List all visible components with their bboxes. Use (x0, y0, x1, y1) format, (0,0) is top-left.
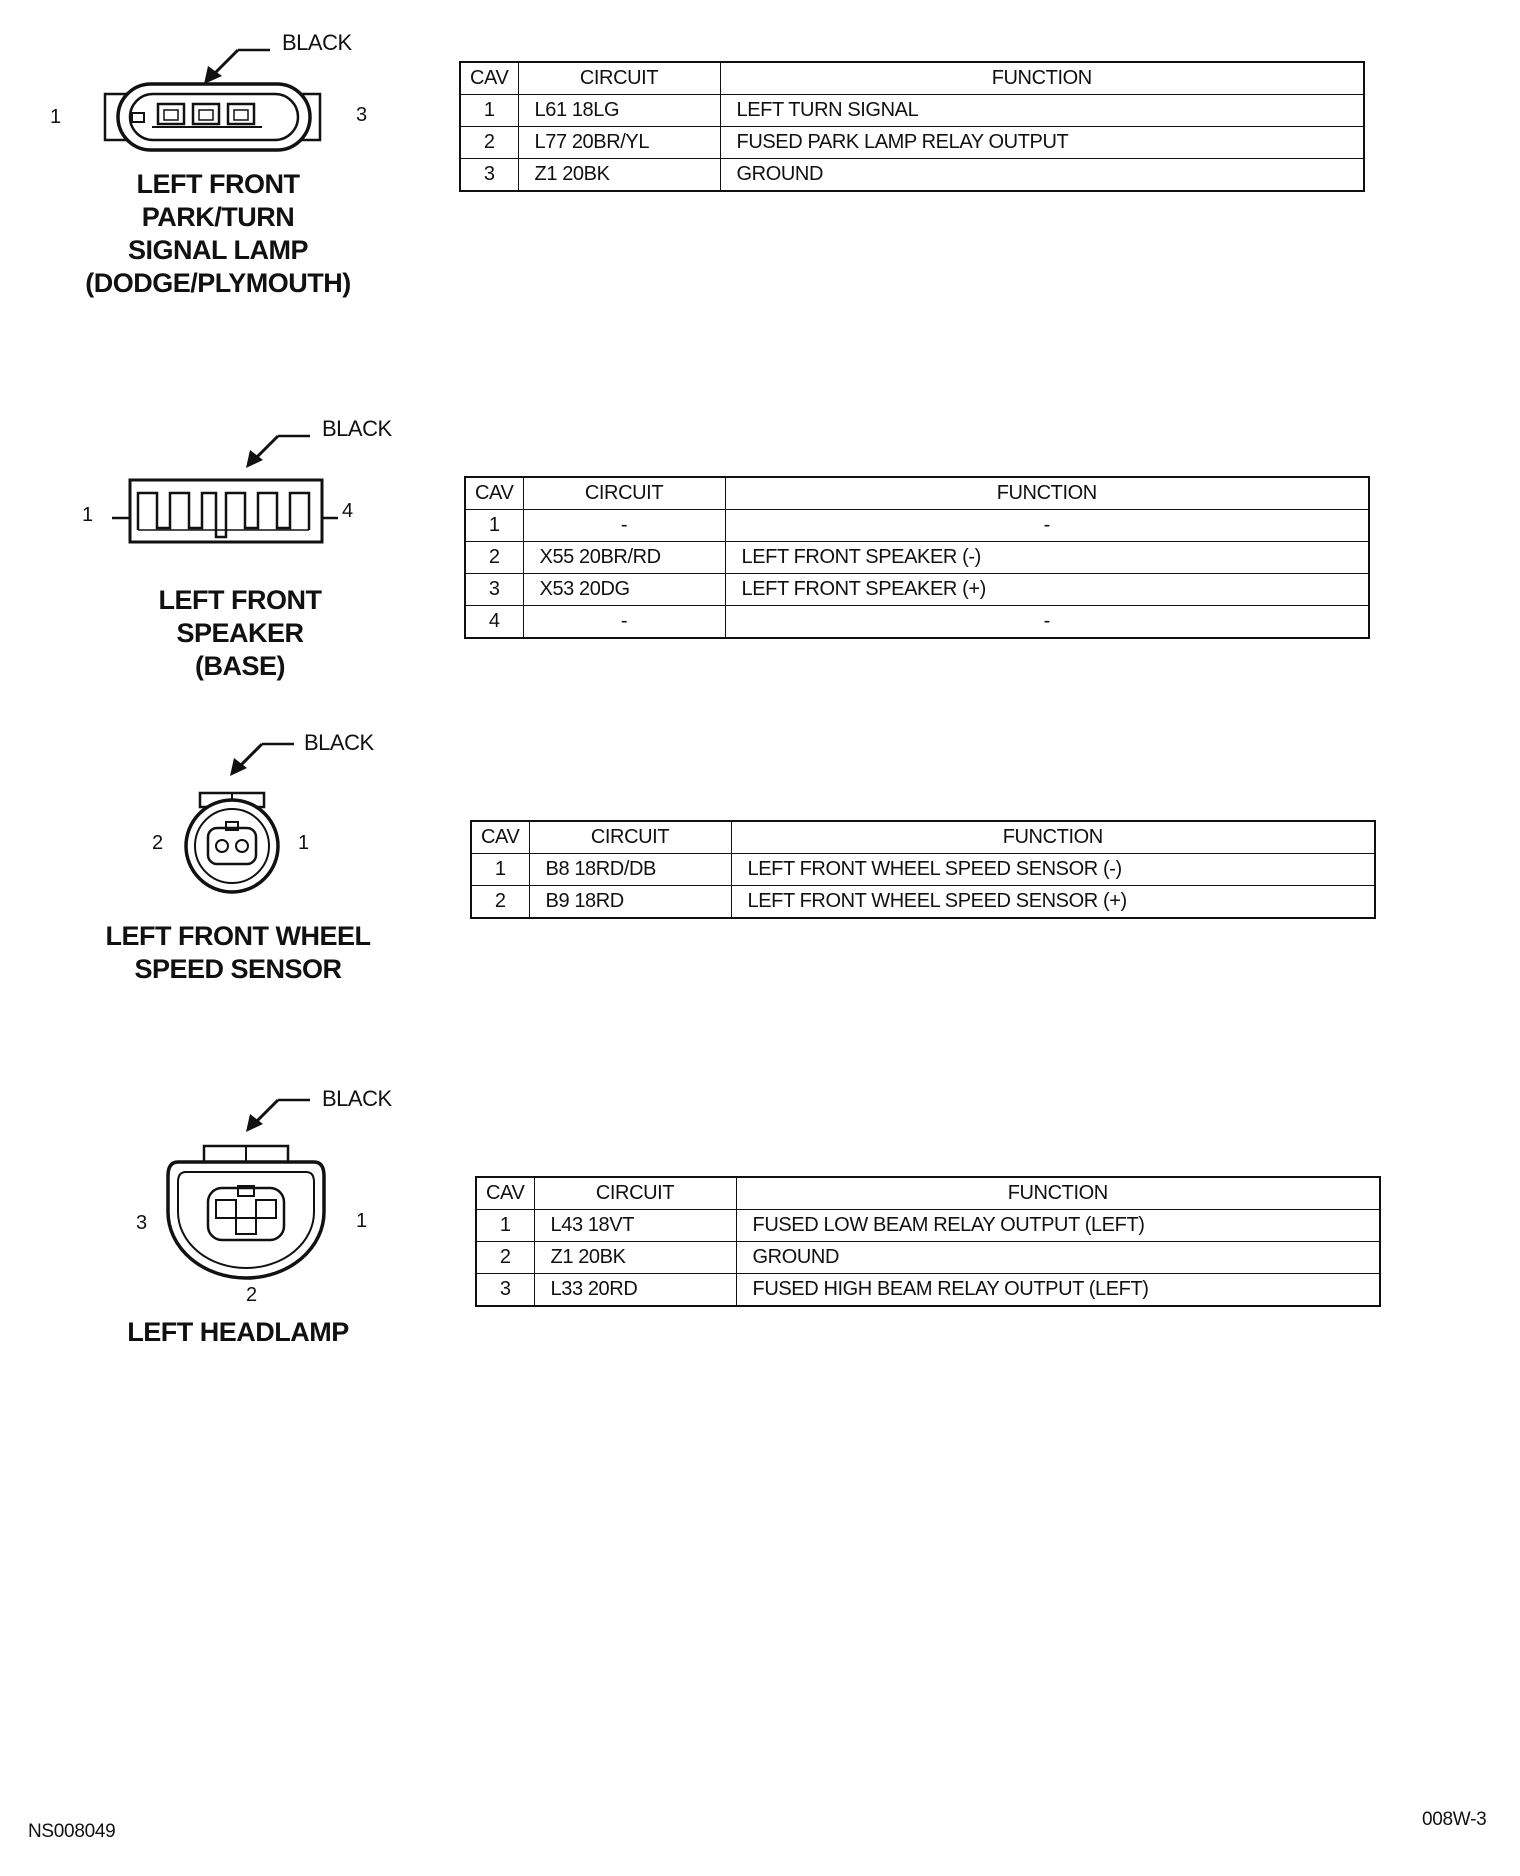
circuit-cell: Z1 20BK (518, 159, 720, 192)
connector-section-headlamp (0, 1080, 1520, 1380)
table-row (476, 1210, 1380, 1242)
table-header-row (476, 1177, 1380, 1210)
circuit-cell: B8 18RD/DB (529, 854, 731, 886)
title-line: SIGNAL LAMP (127, 235, 308, 265)
header-circuit: CIRCUIT (518, 62, 720, 95)
connector-color-label: BLACK (282, 30, 352, 55)
circuit-cell: Z1 20BK (534, 1242, 736, 1274)
pin-number-left: 1 (82, 504, 94, 526)
connector-drawing (0, 1080, 420, 1300)
title-line: LEFT FRONT (158, 585, 322, 615)
table-row (465, 606, 1369, 639)
table-row (460, 95, 1364, 127)
header-function: FUNCTION (725, 477, 1369, 510)
document-code-right: 008W-3 (1422, 1809, 1487, 1830)
function-cell: LEFT FRONT SPEAKER (+) (725, 574, 1369, 606)
header-cav: CAV (471, 821, 529, 854)
table-header-row (460, 62, 1364, 95)
table-row (465, 574, 1369, 606)
cavity-table (470, 820, 1376, 919)
cav-cell: 3 (476, 1274, 534, 1307)
cav-cell: 4 (465, 606, 523, 639)
title-line: (BASE) (195, 651, 285, 681)
title-line: LEFT HEADLAMP (127, 1317, 349, 1347)
cav-cell: 2 (460, 127, 518, 159)
table-row (465, 510, 1369, 542)
connector-title (80, 168, 356, 300)
connector-color-label: BLACK (322, 416, 392, 441)
table-row (476, 1242, 1380, 1274)
circuit-cell: - (523, 510, 725, 542)
function-cell: LEFT FRONT WHEEL SPEED SENSOR (-) (731, 854, 1375, 886)
header-function: FUNCTION (731, 821, 1375, 854)
table-row (471, 854, 1375, 886)
circuit-cell: X53 20DG (523, 574, 725, 606)
circuit-cell: X55 20BR/RD (523, 542, 725, 574)
title-line: LEFT FRONT WHEEL (105, 921, 371, 951)
document-code-left: NS008049 (28, 1821, 116, 1842)
cav-cell: 2 (471, 886, 529, 919)
connector-color-label: BLACK (322, 1086, 392, 1111)
circuit-cell: L43 18VT (534, 1210, 736, 1242)
table-row (460, 159, 1364, 192)
cav-cell: 1 (476, 1210, 534, 1242)
pin-number-left: 1 (50, 106, 62, 128)
header-cav: CAV (460, 62, 518, 95)
title-line: SPEAKER (176, 618, 304, 648)
function-cell: - (725, 606, 1369, 639)
pin-number-right: 3 (356, 104, 368, 126)
circuit-cell: L33 20RD (534, 1274, 736, 1307)
title-line: PARK/TURN (141, 202, 295, 232)
cav-cell: 3 (460, 159, 518, 192)
function-cell: GROUND (736, 1242, 1380, 1274)
cavity-table (464, 476, 1370, 639)
circuit-cell: L61 18LG (518, 95, 720, 127)
pin-number-right: 1 (356, 1210, 368, 1232)
circuit-cell: B9 18RD (529, 886, 731, 919)
header-circuit: CIRCUIT (523, 477, 725, 510)
function-cell: LEFT TURN SIGNAL (720, 95, 1364, 127)
cav-cell: 3 (465, 574, 523, 606)
function-cell: - (725, 510, 1369, 542)
table-header-row (465, 477, 1369, 510)
header-circuit: CIRCUIT (529, 821, 731, 854)
cav-cell: 1 (465, 510, 523, 542)
title-line: (DODGE/PLYMOUTH) (85, 268, 351, 298)
function-cell: LEFT FRONT WHEEL SPEED SENSOR (+) (731, 886, 1375, 919)
header-cav: CAV (476, 1177, 534, 1210)
pin-number-bottom: 2 (246, 1284, 258, 1306)
cavity-table (475, 1176, 1381, 1307)
circuit-cell: - (523, 606, 725, 639)
table-header-row (471, 821, 1375, 854)
cav-cell: 1 (460, 95, 518, 127)
table-row (465, 542, 1369, 574)
pin-number-left: 2 (152, 832, 164, 854)
header-cav: CAV (465, 477, 523, 510)
pin-number-right: 4 (342, 500, 354, 522)
cav-cell: 2 (476, 1242, 534, 1274)
table-row (460, 127, 1364, 159)
connector-section-wheel-speed-sensor (0, 720, 1520, 1000)
cavity-table (459, 61, 1365, 192)
function-cell: FUSED LOW BEAM RELAY OUTPUT (LEFT) (736, 1210, 1380, 1242)
cav-cell: 1 (471, 854, 529, 886)
cav-cell: 2 (465, 542, 523, 574)
connector-color-label: BLACK (304, 730, 374, 755)
connector-title (120, 584, 360, 683)
title-line: SPEED SENSOR (134, 954, 342, 984)
connector-section-park-turn (0, 0, 1520, 320)
pin-number-right: 1 (298, 832, 310, 854)
title-line: LEFT FRONT (136, 169, 300, 199)
table-row (476, 1274, 1380, 1307)
function-cell: GROUND (720, 159, 1364, 192)
function-cell: FUSED HIGH BEAM RELAY OUTPUT (LEFT) (736, 1274, 1380, 1307)
function-cell: FUSED PARK LAMP RELAY OUTPUT (720, 127, 1364, 159)
connector-section-speaker (0, 400, 1520, 700)
header-circuit: CIRCUIT (534, 1177, 736, 1210)
connector-title (100, 1316, 376, 1349)
header-function: FUNCTION (720, 62, 1364, 95)
header-function: FUNCTION (736, 1177, 1380, 1210)
connector-title (100, 920, 376, 986)
table-row (471, 886, 1375, 919)
circuit-cell: L77 20BR/YL (518, 127, 720, 159)
function-cell: LEFT FRONT SPEAKER (-) (725, 542, 1369, 574)
pin-number-left: 3 (136, 1212, 148, 1234)
